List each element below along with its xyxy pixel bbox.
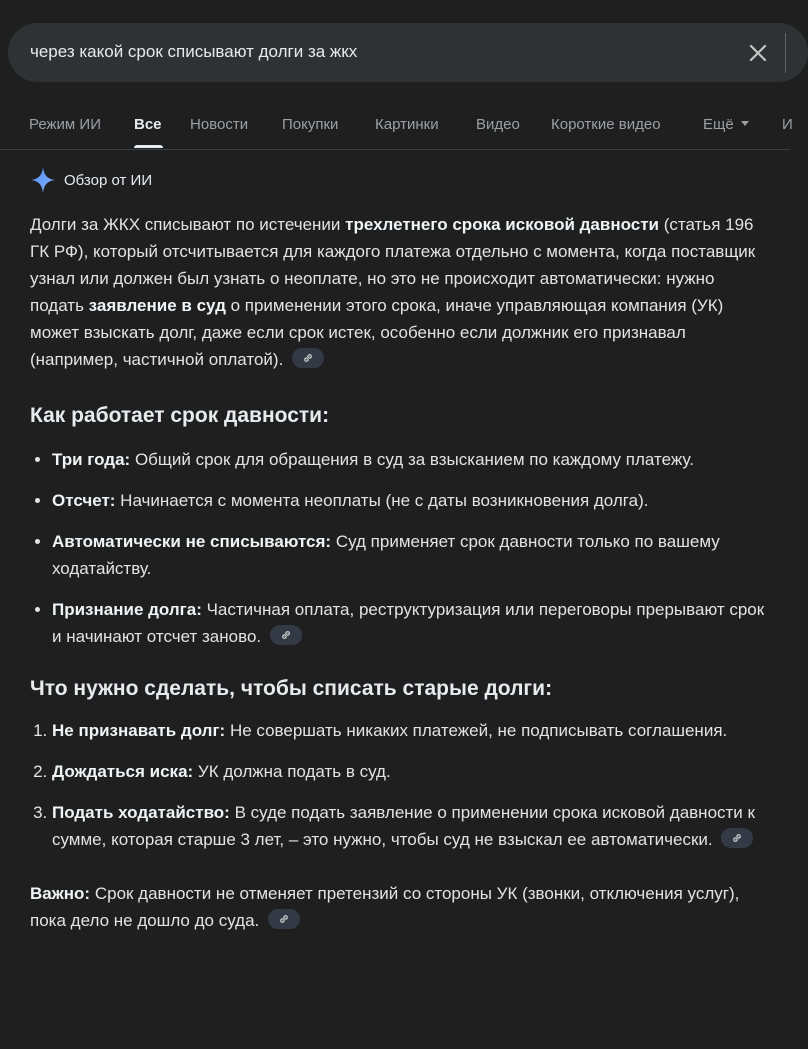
section-heading-what-to-do: Что нужно сделать, чтобы списать старые долги: [30, 677, 553, 700]
source-link-button[interactable] [721, 828, 753, 848]
list-item [52, 528, 765, 582]
search-tabs [0, 100, 793, 150]
section-heading-how-it-works: Как работает срок давности: [30, 404, 330, 427]
intro-text-1: Долги за ЖКХ списывают по истечении [30, 215, 346, 234]
list-item-label: Дождаться иска: [52, 762, 194, 781]
list-item-text: Частичная оплата, реструктуризация или переговоры прерывают срок и начинают отсчет заново. [52, 600, 765, 646]
list-item-text: Начинается с момента неоплаты (не с даты возникновения долга). [115, 491, 649, 510]
tab-more-label: Ещё [703, 116, 734, 133]
search-divider [785, 33, 786, 73]
intro-text-3: о применении этого срока, иначе управляющая компания (УК) может взыскать долг, даже если срок истек, особенно если должник его признавал (например, частичной оплатой). [30, 296, 724, 369]
list-item-text: В суде подать заявление о применении срока исковой давности к сумме, которая старше 3 лет, – это нужно, чтобы суд не взыскал ее автоматически. [52, 803, 755, 849]
source-link-button[interactable] [268, 909, 300, 929]
intro-bold-1: трехлетнего срока исковой давности [345, 215, 659, 234]
list-item-label: Подать ходатайство: [52, 803, 230, 822]
tab-short-videos[interactable]: Короткие видео [551, 116, 661, 133]
search-input[interactable]: через какой срок списывают долги за жкх [30, 42, 358, 61]
list-item-text: Общий срок для обращения в суд за взысканием по каждому платежу. [130, 450, 694, 469]
list-item-text: УК должна подать в суд. [193, 762, 391, 781]
list-item-label: Автоматически не списываются: [52, 532, 332, 551]
close-icon[interactable] [747, 42, 769, 64]
link-icon [731, 832, 743, 844]
intro-text-2: (статья 196 ГК РФ), который отсчитывается для каждого платежа отдельно с момента, когда поставщик узнал или должен был узнать о неоплате, но это не происходит автоматически: нужно подать [30, 215, 756, 315]
list-item [52, 799, 765, 853]
list-item [52, 487, 765, 514]
list-item-text: Не совершать никаких платежей, не подписывать соглашения. [225, 721, 728, 740]
intro-bold-2: заявление в суд [88, 296, 226, 315]
active-tab-indicator [134, 145, 163, 148]
tab-news[interactable]: Новости [190, 116, 249, 133]
important-note [30, 880, 765, 934]
list-item [52, 596, 765, 650]
tab-videos[interactable]: Видео [476, 116, 520, 133]
tab-more[interactable] [703, 116, 749, 133]
tab-overflow[interactable]: И [782, 116, 793, 133]
important-label: Важно: [30, 884, 91, 903]
tab-all[interactable]: Все [134, 116, 162, 133]
list-item-label: Три года: [52, 450, 131, 469]
tab-shopping[interactable]: Покупки [282, 116, 339, 133]
sparkle-icon [30, 166, 56, 194]
list-item [52, 758, 765, 785]
search-bar[interactable] [8, 23, 808, 82]
intro-paragraph [30, 211, 765, 373]
list-item [52, 446, 765, 473]
link-icon [302, 352, 314, 364]
what-to-do-list [30, 717, 765, 853]
source-link-button[interactable] [270, 625, 302, 645]
list-item-label: Признание долга: [52, 600, 202, 619]
list-item [52, 717, 765, 744]
caret-down-icon [741, 121, 749, 126]
ai-overview-content [30, 211, 765, 934]
important-text: Срок давности не отменяет претензий со стороны УК (звонки, отключения услуг), пока дело не дошло до суда. [30, 884, 740, 930]
list-item-text: Суд применяет срок давности только по вашему ходатайству. [52, 532, 720, 578]
link-icon [278, 913, 290, 925]
link-icon [280, 629, 292, 641]
ai-overview-title: Обзор от ИИ [64, 172, 153, 189]
tab-ai-mode[interactable]: Режим ИИ [29, 116, 101, 133]
how-it-works-list [30, 446, 765, 650]
source-link-button[interactable] [292, 348, 324, 368]
list-item-label: Отсчет: [52, 491, 116, 510]
list-item-label: Не признавать долг: [52, 721, 226, 740]
tab-images[interactable]: Картинки [375, 116, 439, 133]
